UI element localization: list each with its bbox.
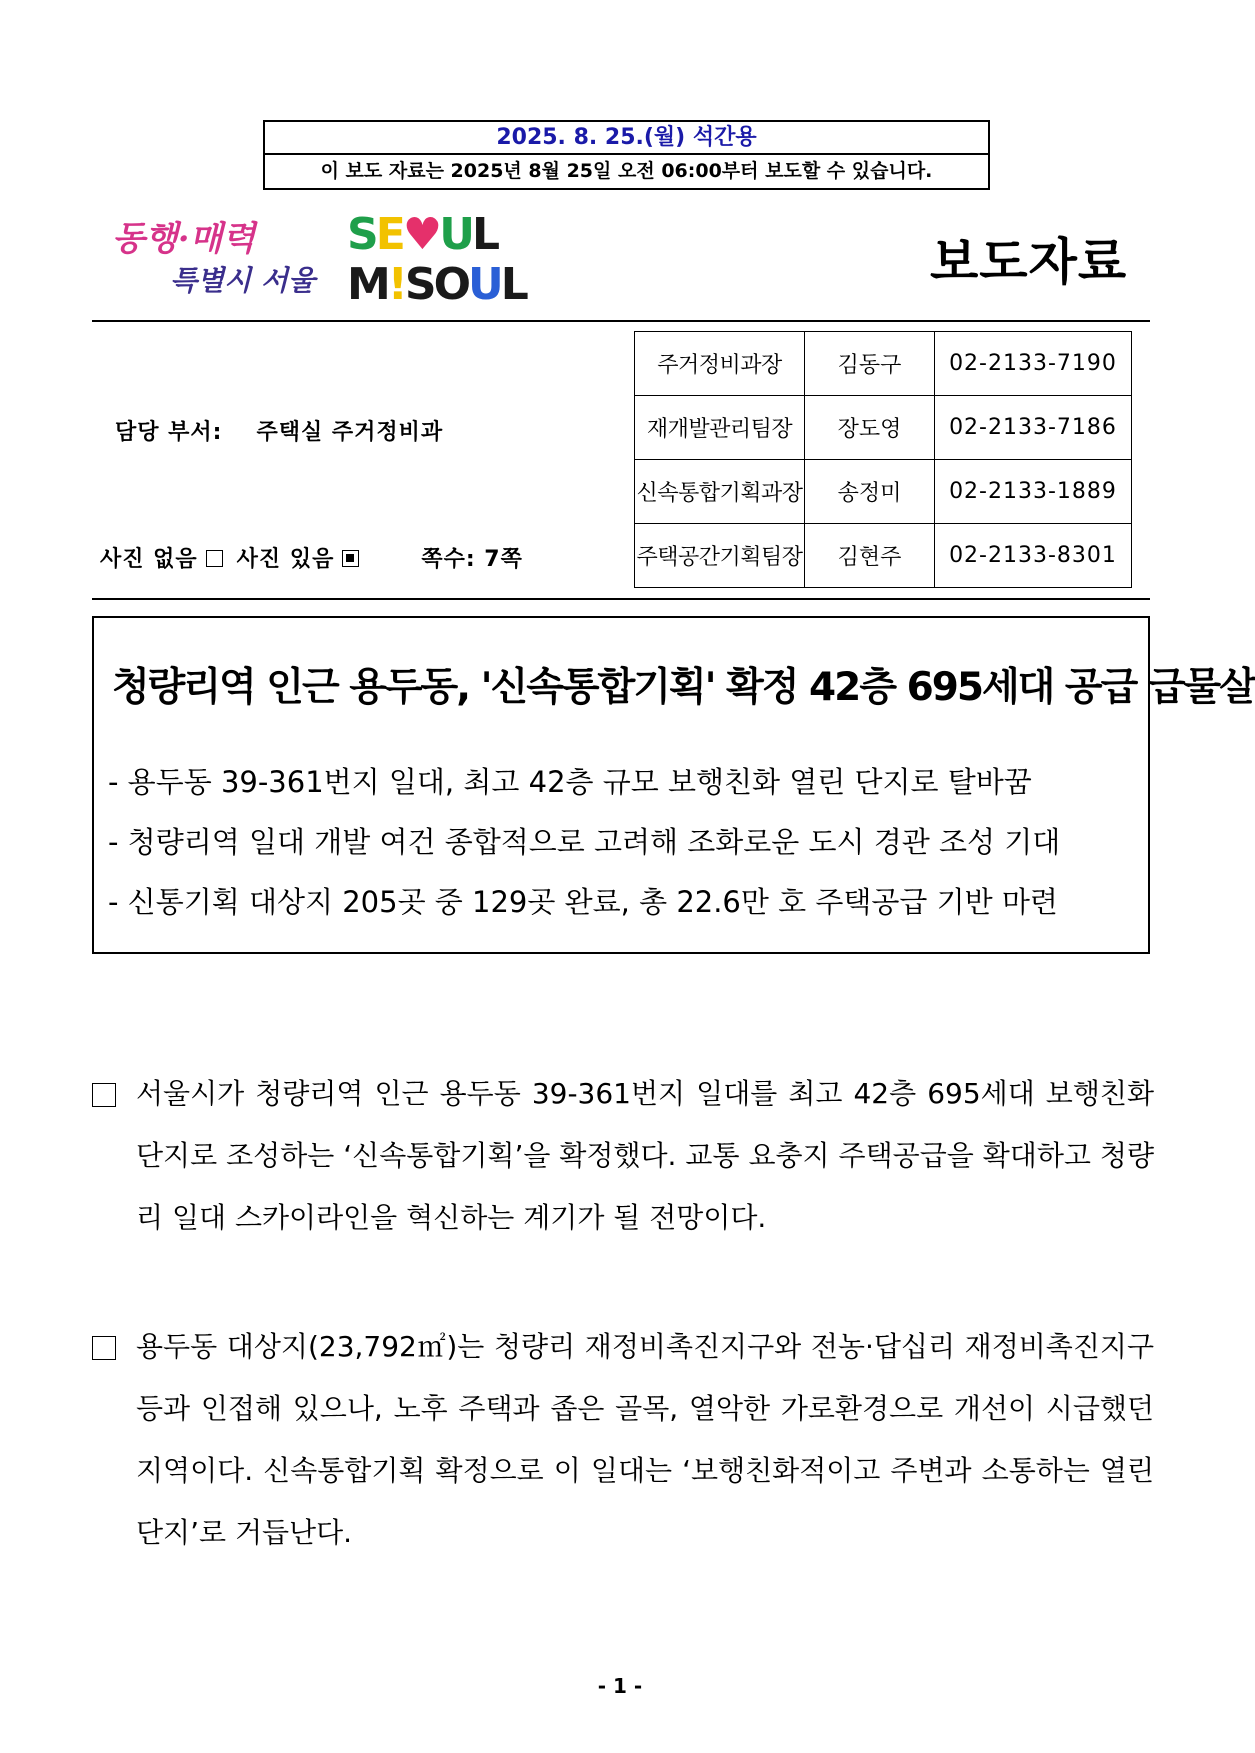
table-row <box>635 524 1132 588</box>
svg-text:특별시 서울: 특별시 서울 <box>170 264 315 297</box>
photo-none-label: 사진 없음 <box>100 547 198 572</box>
page-count: 쪽수: 7쪽 <box>421 547 523 572</box>
contact-title: 주택공간기획팀장 <box>635 524 805 588</box>
headline: 청량리역 인근 용두동, '신속통합기획' 확정 42층 695세대 공급 급물살 <box>112 665 1255 710</box>
seoul-my-soul-logo <box>345 205 526 310</box>
contact-title: 주거정비과장 <box>635 332 805 396</box>
paragraph-text: 용두동 대상지(23,792㎡)는 청량리 재정비촉진지구와 전농·답십리 재정비촉진지구 등과 인접해 있으나, 노후 주택과 좁은 골목, 열악한 가로환경으로 개선이 시급했던 지역이다. 신속통합기획 확정으로 이 일대는 ‘보행친화적이고 주변과 소통하는 열린 단지’로 거듭난다. <box>136 1330 1154 1549</box>
contact-phone: 02-2133-7186 <box>935 396 1132 460</box>
svg-text:SE♥UL: SE♥UL <box>347 209 497 260</box>
photo-has-label: 사진 있음 <box>236 547 335 572</box>
table-row <box>635 332 1132 396</box>
square-bullet-icon <box>92 1336 116 1360</box>
body-paragraph <box>92 1316 1154 1564</box>
page-number: - 1 - <box>597 1674 643 1698</box>
department-line <box>115 415 443 446</box>
photo-has-checkbox <box>342 550 359 567</box>
contact-phone: 02-2133-1889 <box>935 460 1132 524</box>
headline-box <box>92 616 1255 954</box>
doc-type-title: 보도자료 <box>930 233 1128 291</box>
subheadline-list <box>108 752 1060 932</box>
subheadline: - 신통기획 대상지 205곳 중 129곳 완료, 총 22.6만 호 주택공급 기반 마련 <box>108 885 1058 919</box>
contact-name: 김동구 <box>805 332 935 396</box>
table-row <box>635 396 1132 460</box>
contact-name: 송정미 <box>805 460 935 524</box>
contact-phone: 02-2133-8301 <box>935 524 1132 588</box>
dong-haeng-logo <box>110 212 315 302</box>
svg-text:M!SOUL: M!SOUL <box>347 259 526 310</box>
release-date: 2025. 8. 25.(월) 석간용 <box>265 122 988 155</box>
info-rule <box>92 598 1150 600</box>
subheadline: - 용두동 39-361번지 일대, 최고 42층 규모 보행친화 열린 단지로 탈바꿈 <box>108 765 1032 799</box>
paragraph-text: 서울시가 청량리역 인근 용두동 39-361번지 일대를 최고 42층 695세대 보행친화 단지로 조성하는 ‘신속통합기획’을 확정했다. 교통 요충지 주택공급을 확대하고 청량리 일대 스카이라인을 혁신하는 계기가 될 전망이다. <box>136 1077 1154 1234</box>
contact-phone: 02-2133-7190 <box>935 332 1132 396</box>
department-value: 주택실 주거정비과 <box>256 420 444 445</box>
contact-title: 신속통합기획과장 <box>635 460 805 524</box>
embargo-notice: 이 보도 자료는 2025년 8월 25일 오전 06:00부터 보도할 수 있습니다. <box>320 160 933 182</box>
table-row <box>635 460 1132 524</box>
square-bullet-icon <box>92 1083 116 1107</box>
embargo-box <box>263 120 990 190</box>
contact-name: 장도영 <box>805 396 935 460</box>
department-label: 담당 부서: <box>115 420 223 445</box>
header-rule <box>92 320 1150 322</box>
photo-none-checkbox <box>206 550 223 567</box>
body-paragraph <box>92 1063 1154 1249</box>
photo-status <box>100 542 523 573</box>
contact-title: 재개발관리팀장 <box>635 396 805 460</box>
svg-text:동행·매력: 동행·매력 <box>112 219 256 259</box>
contact-name: 김현주 <box>805 524 935 588</box>
subheadline: - 청량리역 일대 개발 여건 종합적으로 고려해 조화로운 도시 경관 조성 기대 <box>108 825 1061 859</box>
contacts-table <box>634 331 1132 588</box>
